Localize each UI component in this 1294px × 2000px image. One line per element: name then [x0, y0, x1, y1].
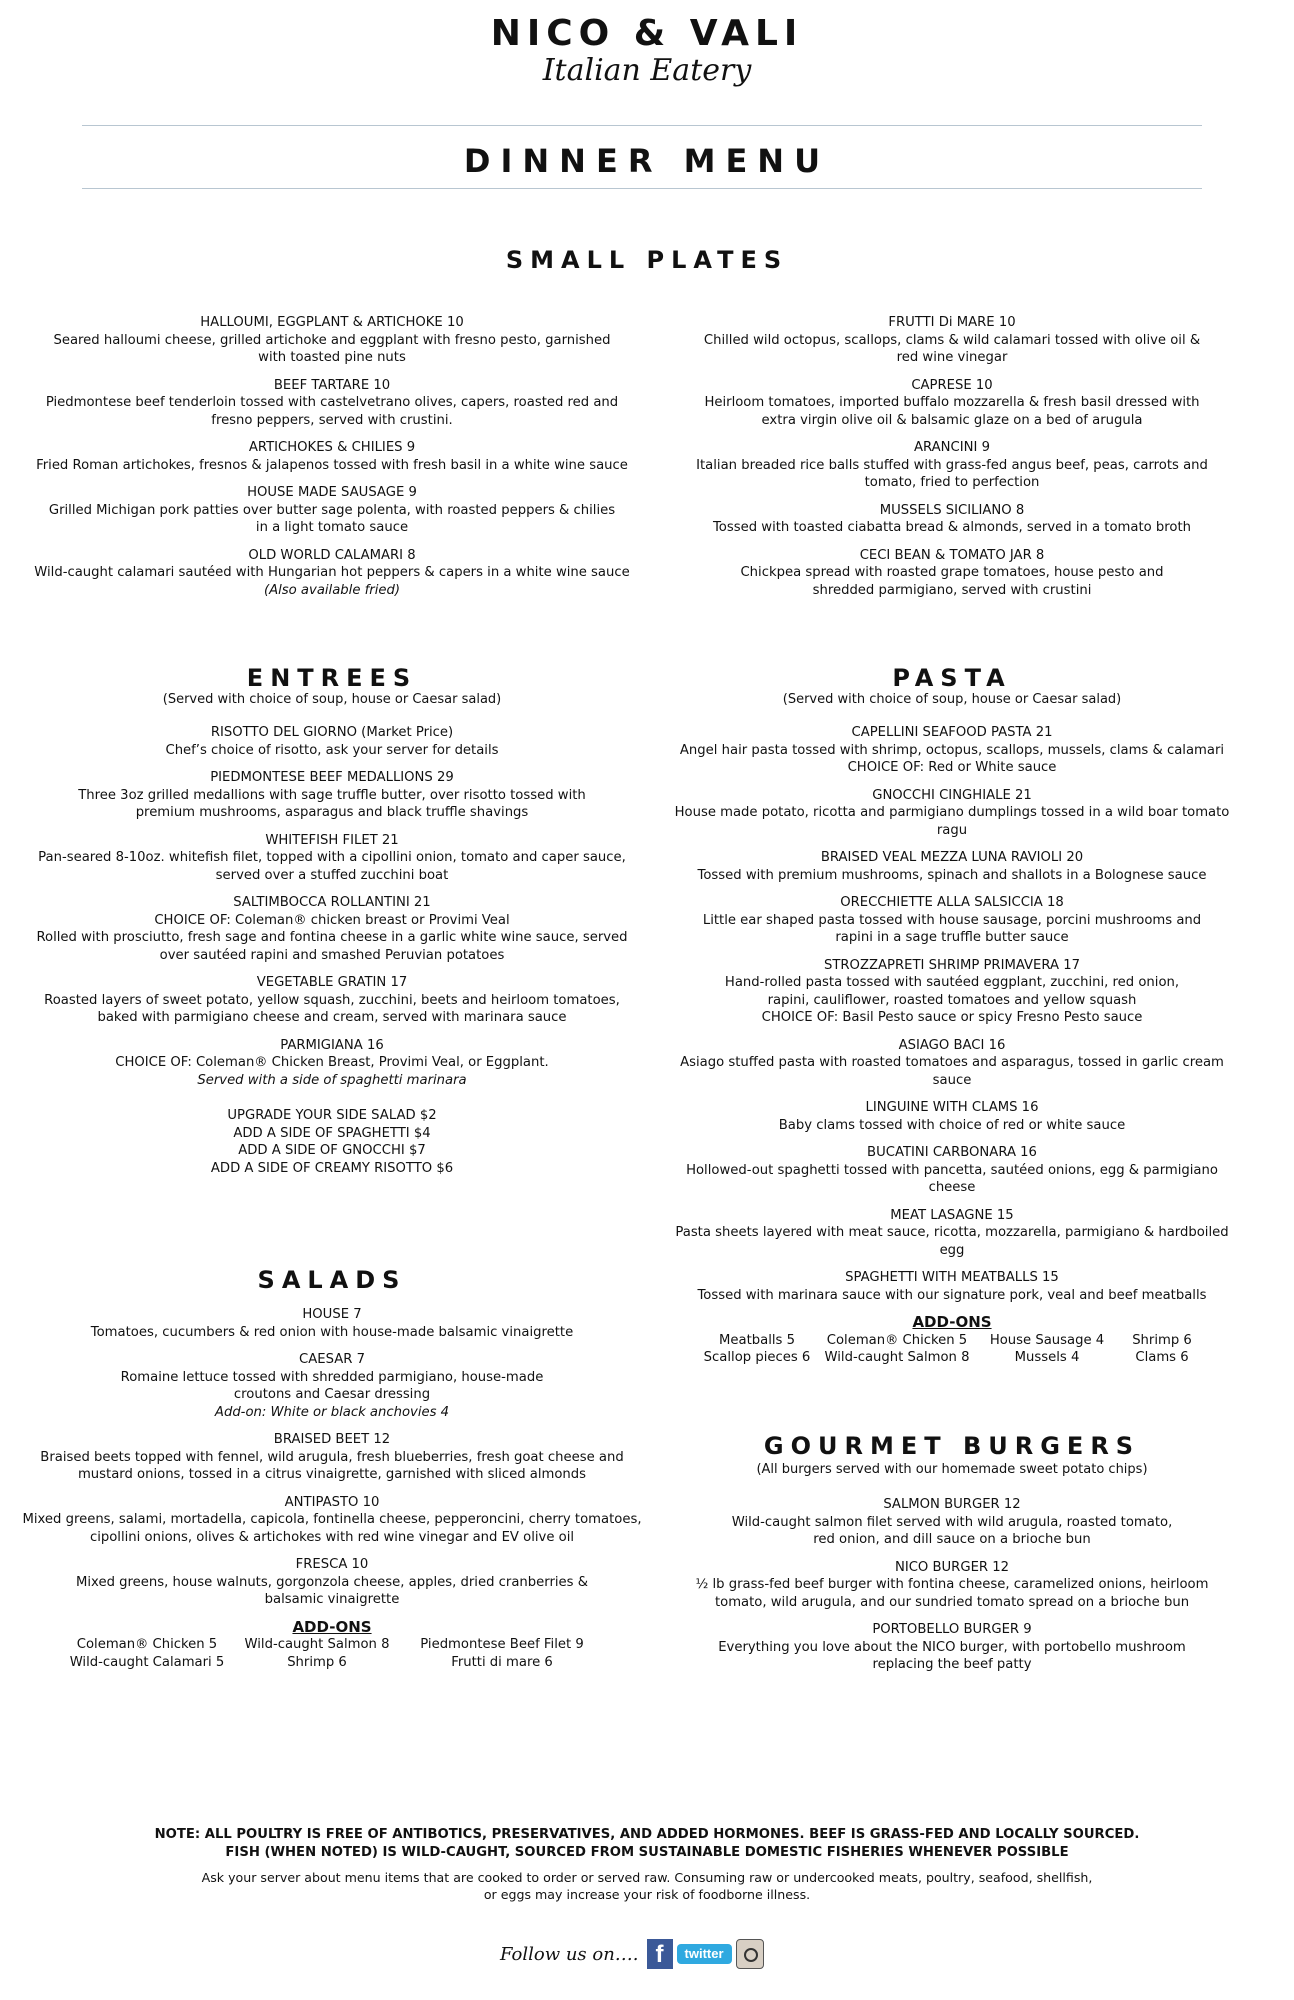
item-description: Tossed with premium mushrooms, spinach and shallots in a Bolognese sauce: [697, 867, 1207, 883]
brand-header: [0, 14, 1294, 88]
item-description: Pasta sheets layered with meat sauce, ricotta, mozzarella, parmigiano & hardboiled egg: [675, 1225, 1229, 1258]
addon-item: Frutti di mare 6: [451, 1654, 553, 1670]
item-name: PARMIGIANA 16: [280, 1037, 384, 1053]
side-option: UPGRADE YOUR SIDE SALAD $2: [227, 1108, 437, 1123]
addon-item: Shrimp 6: [287, 1654, 347, 1670]
item-description: Tomatoes, cucumbers & red onion with house-made balsamic vinaigrette: [90, 1324, 574, 1340]
salads-column: [22, 1306, 642, 1671]
item-note: Served with a side of spaghetti marinara: [197, 1072, 467, 1088]
social-links: [500, 1934, 764, 1974]
menu-item: [22, 1306, 642, 1341]
menu-item: [22, 1556, 642, 1609]
item-name: SPAGHETTI WITH MEATBALLS 15: [845, 1270, 1059, 1285]
addon-item: Clams 6: [1135, 1350, 1189, 1365]
item-name: PIEDMONTESE BEEF MEDALLIONS 29: [210, 770, 454, 785]
item-description: Asiago stuffed pasta with roasted tomatoes and asparagus, tossed in garlic cream sauce: [680, 1055, 1224, 1088]
item-description: Chef’s choice of risotto, ask your server for details: [165, 742, 499, 758]
item-description: Chilled wild octopus, scallops, clams & wild calamari tossed with olive oil & red wine vinegar: [703, 332, 1201, 365]
salads-addons: [22, 1636, 642, 1671]
menu-item: [662, 1496, 1242, 1549]
item-description: Mixed greens, salami, mortadella, capicola, fontinella cheese, pepperoncini, cherry tomatoes, cipollini onions, olives & artichokes with red wine vinegar and EV olive oil: [22, 1512, 642, 1545]
entrees-note: (Served with choice of soup, house or Caesar salad): [162, 692, 502, 707]
item-choice: CHOICE OF: Coleman® chicken breast or Provimi Veal: [154, 912, 510, 928]
item-description: Hand-rolled pasta tossed with sautéed eggplant, zucchini, red onion, rapini, cauliflower, roasted tomatoes and yellow squash: [724, 975, 1180, 1008]
menu-item: [692, 502, 1212, 537]
item-description: Grilled Michigan pork patties over butter sage polenta, with roasted peppers & chilies in a light tomato sauce: [48, 502, 616, 535]
item-description: Pan-seared 8-10oz. whitefish filet, topped with a cipollini onion, tomato and caper sauce, served over a stuffed zucchini boat: [38, 850, 626, 883]
addon-item: Meatballs 5: [719, 1332, 795, 1348]
menu-item: [692, 377, 1212, 430]
item-name: NICO BURGER 12: [894, 1559, 1010, 1575]
entrees-title: ENTREES: [246, 664, 418, 692]
item-choice: CHOICE OF: Basil Pesto sauce or spicy Fresno Pesto sauce: [761, 1010, 1143, 1025]
addon-item: Wild-caught Salmon 8: [824, 1350, 970, 1365]
burgers-note: (All burgers served with our homemade sweet potato chips): [756, 1462, 1148, 1477]
item-name: OLD WORLD CALAMARI 8: [248, 547, 416, 563]
addon-item: Shrimp 6: [1132, 1332, 1192, 1348]
item-description: Heirloom tomatoes, imported buffalo mozzarella & fresh basil dressed with extra virgin olive oil & balsamic glaze on a bed of arugula: [704, 395, 1200, 428]
menu-item: [662, 724, 1242, 777]
menu-item: [22, 894, 642, 964]
burgers-column: [662, 1496, 1242, 1684]
item-description: Braised beets topped with fennel, wild arugula, fresh blueberries, fresh goat cheese and mustard onions, tossed in a citrus vinaigrette, garnished with sliced almonds: [40, 1449, 624, 1482]
menu-item: [662, 1621, 1242, 1674]
item-description: Italian breaded rice balls stuffed with grass-fed angus beef, peas, carrots and tomato, fried to perfection: [696, 457, 1208, 490]
menu-item: [22, 769, 642, 822]
item-name: CAPELLINI SEAFOOD PASTA 21: [851, 725, 1053, 740]
entrees-column: [22, 724, 642, 1177]
item-description: ½ lb grass-fed beef burger with fontina cheese, caramelized onions, heirloom tomato, wild arugula, and our sundried tomato spread on a brioche bun: [695, 1577, 1209, 1610]
item-name: FRUTTI Di MARE 10: [888, 315, 1016, 330]
item-name: BRAISED BEET 12: [273, 1432, 391, 1447]
menu-item: [22, 439, 642, 474]
salads-title: SALADS: [257, 1266, 407, 1294]
addon-item: Mussels 4: [1014, 1350, 1080, 1365]
item-name: CECI BEAN & TOMATO JAR 8: [859, 547, 1045, 563]
item-name: BUCATINI CARBONARA 16: [867, 1145, 1037, 1160]
addon-item: House Sausage 4: [989, 1332, 1105, 1348]
addon-item: Piedmontese Beef Filet 9: [420, 1637, 584, 1652]
item-name: STROZZAPRETI SHRIMP PRIMAVERA 17: [823, 957, 1081, 973]
menu-item: [22, 547, 642, 600]
menu-item: [22, 832, 642, 885]
pasta-title: PASTA: [892, 664, 1012, 692]
item-description: Roasted layers of sweet potato, yellow squash, zucchini, beets and heirloom tomatoes, baked with parmigiano cheese and cream, served with marinara sauce: [44, 992, 620, 1025]
item-name: HALLOUMI, EGGPLANT & ARTICHOKE 10: [200, 315, 464, 330]
item-name: BEEF TARTARE 10: [273, 377, 391, 393]
menu-item: [662, 849, 1242, 884]
addon-item: Coleman® Chicken 5: [76, 1637, 218, 1652]
menu-item: [22, 1037, 642, 1090]
menu-item: [662, 1144, 1242, 1197]
item-description: Tossed with toasted ciabatta bread & almonds, served in a tomato broth: [712, 520, 1192, 535]
item-name: ARANCINI 9: [914, 440, 990, 455]
item-description: House made potato, ricotta and parmigiano dumplings tossed in a wild boar tomato ragu: [674, 805, 1230, 838]
menu-item: [662, 1559, 1242, 1612]
item-description: Angel hair pasta tossed with shrimp, octopus, scallops, mussels, clams & calamari: [679, 742, 1225, 758]
item-name: ANTIPASTO 10: [284, 1494, 380, 1510]
side-option: ADD A SIDE OF CREAMY RISOTTO $6: [210, 1160, 454, 1176]
top-divider: [82, 125, 1202, 126]
item-name: PORTOBELLO BURGER 9: [872, 1622, 1032, 1637]
item-name: VEGETABLE GRATIN 17: [256, 975, 408, 990]
item-note: Add-on: White or black anchovies 4: [214, 1404, 450, 1420]
sourcing-note-line1: NOTE: ALL POULTRY IS FREE OF ANTIBOTICS, PRESERVATIVES, AND ADDED HORMONES. BEEF IS GRASS-FED AND LOCALLY SOURCED.: [154, 1827, 1140, 1842]
item-description: Mixed greens, house walnuts, gorgonzola cheese, apples, dried cranberries & balsamic vinaigrette: [76, 1574, 588, 1607]
item-name: ORECCHIETTE ALLA SALSICCIA 18: [840, 895, 1064, 910]
menu-item: [662, 1037, 1242, 1090]
item-name: WHITEFISH FILET 21: [265, 832, 399, 848]
bottom-divider: [82, 188, 1202, 189]
item-name: CAPRESE 10: [911, 377, 993, 393]
menu-item: [662, 1099, 1242, 1134]
item-name: MEAT LASAGNE 15: [890, 1207, 1014, 1223]
item-name: ARTICHOKES & CHILIES 9: [248, 440, 416, 455]
entree-sides: [22, 1107, 642, 1177]
menu-item: [22, 484, 642, 537]
item-name: GNOCCHI CINGHIALE 21: [872, 787, 1032, 803]
food-safety-warning-line1: Ask your server about menu items that are cooked to order or served raw. Consuming raw or undercooked meats, poultry, seafood, shellfish,: [201, 1870, 1093, 1885]
item-name: MUSSELS SICILIANO 8: [879, 502, 1025, 518]
brand-subtitle: Italian Eatery: [542, 53, 752, 88]
burgers-title: GOURMET BURGERS: [763, 1432, 1141, 1460]
item-description: Baby clams tossed with choice of red or white sauce: [778, 1117, 1126, 1133]
menu-item: [662, 1269, 1242, 1304]
menu-item: [22, 724, 642, 759]
menu-item: [692, 439, 1212, 492]
menu-item: [662, 894, 1242, 947]
addon-item: Coleman® Chicken 5: [826, 1332, 968, 1348]
menu-item: [22, 377, 642, 430]
item-description: Romaine lettuce tossed with shredded parmigiano, house-made croutons and Caesar dressing: [120, 1369, 544, 1402]
item-description: Little ear shaped pasta tossed with house sausage, porcini mushrooms and rapini in a sage truffle butter sauce: [702, 912, 1202, 945]
menu-item: [22, 314, 642, 367]
pasta-column: [662, 724, 1242, 1367]
footer-notes: [0, 1826, 1294, 1903]
item-name: BRAISED VEAL MEZZA LUNA RAVIOLI 20: [820, 850, 1084, 865]
item-description: Tossed with marinara sauce with our signature pork, veal and beef meatballs: [697, 1287, 1207, 1303]
addon-item: Scallop pieces 6: [703, 1350, 811, 1365]
instagram-icon[interactable]: [736, 1939, 764, 1969]
item-name: FRESCA 10: [295, 1557, 369, 1572]
item-description: Wild-caught salmon filet served with wild arugula, roasted tomato, red onion, and dill sauce on a brioche bun: [731, 1514, 1173, 1547]
addon-item: Wild-caught Calamari 5: [69, 1654, 225, 1670]
menu-item: [22, 1431, 642, 1484]
food-safety-warning-line2: or eggs may increase your risk of foodborne illness.: [483, 1887, 811, 1902]
side-option: ADD A SIDE OF GNOCCHI $7: [238, 1143, 426, 1158]
item-description: Everything you love about the NICO burger, with portobello mushroom replacing the beef patty: [718, 1639, 1186, 1672]
item-description: Piedmontese beef tenderloin tossed with castelvetrano olives, capers, roasted red and fresno peppers, served with crustini.: [45, 395, 619, 428]
small-plates-right-column: [692, 314, 1212, 609]
sourcing-note-line2: FISH (WHEN NOTED) IS WILD-CAUGHT, SOURCED FROM SUSTAINABLE DOMESTIC FISHERIES WHENEVER POSSIBLE: [225, 1844, 1069, 1860]
small-plates-title: SMALL PLATES: [505, 246, 789, 274]
small-plates-left-column: [22, 314, 642, 609]
item-name: RISOTTO DEL GIORNO (Market Price): [210, 725, 454, 740]
menu-item: [692, 547, 1212, 600]
item-description: CHOICE OF: Coleman® Chicken Breast, Provimi Veal, or Eggplant.: [115, 1055, 549, 1070]
item-name: HOUSE 7: [302, 1307, 362, 1322]
item-name: ASIAGO BACI 16: [898, 1037, 1006, 1053]
item-description: Chickpea spread with roasted grape tomatoes, house pesto and shredded parmigiano, served with crustini: [740, 565, 1164, 598]
item-description: Seared halloumi cheese, grilled artichoke and eggplant with fresno pesto, garnished with toasted pine nuts: [53, 332, 611, 365]
pasta-addons-title: ADD-ONS: [912, 1313, 992, 1331]
menu-item: [662, 957, 1242, 1027]
item-choice: CHOICE OF: Red or White sauce: [847, 760, 1057, 775]
item-note: (Also available fried): [263, 582, 401, 598]
item-description: Fried Roman artichokes, fresnos & jalapenos tossed with fresh basil in a white wine sauce: [36, 457, 628, 473]
menu-item: [662, 787, 1242, 840]
item-name: HOUSE MADE SAUSAGE 9: [247, 485, 417, 500]
brand-name: NICO & VALI: [490, 13, 804, 54]
menu-title: DINNER MENU: [463, 142, 831, 180]
side-option: ADD A SIDE OF SPAGHETTI $4: [233, 1125, 431, 1141]
salads-addons-title: ADD-ONS: [292, 1617, 372, 1636]
addon-item: Wild-caught Salmon 8: [244, 1637, 390, 1652]
item-name: CAESAR 7: [299, 1352, 365, 1367]
twitter-icon[interactable]: twitter: [677, 1944, 732, 1964]
item-name: SALMON BURGER 12: [883, 1497, 1021, 1512]
pasta-addons: [662, 1332, 1242, 1367]
follow-us-text: Follow us on….: [500, 1943, 639, 1965]
item-description: Three 3oz grilled medallions with sage truffle butter, over risotto tossed with premium mushrooms, asparagus and black truffle shavings: [78, 787, 586, 820]
item-name: LINGUINE WITH CLAMS 16: [865, 1100, 1039, 1115]
item-description: Rolled with prosciutto, fresh sage and fontina cheese in a garlic white wine sauce, served over sautéed rapini and smashed Peruvian potatoes: [36, 930, 628, 963]
menu-item: [662, 1207, 1242, 1260]
menu-item: [22, 974, 642, 1027]
menu-item: [692, 314, 1212, 367]
pasta-note: (Served with choice of soup, house or Caesar salad): [782, 692, 1122, 707]
item-description: Hollowed-out spaghetti tossed with pancetta, sautéed onions, egg & parmigiano cheese: [686, 1162, 1218, 1195]
item-description: Wild-caught calamari sautéed with Hungarian hot peppers & capers in a white wine sauce: [34, 565, 630, 580]
menu-item: [22, 1494, 642, 1547]
menu-item: [22, 1351, 642, 1421]
item-name: SALTIMBOCCA ROLLANTINI 21: [233, 895, 431, 910]
facebook-icon[interactable]: f: [647, 1939, 673, 1969]
